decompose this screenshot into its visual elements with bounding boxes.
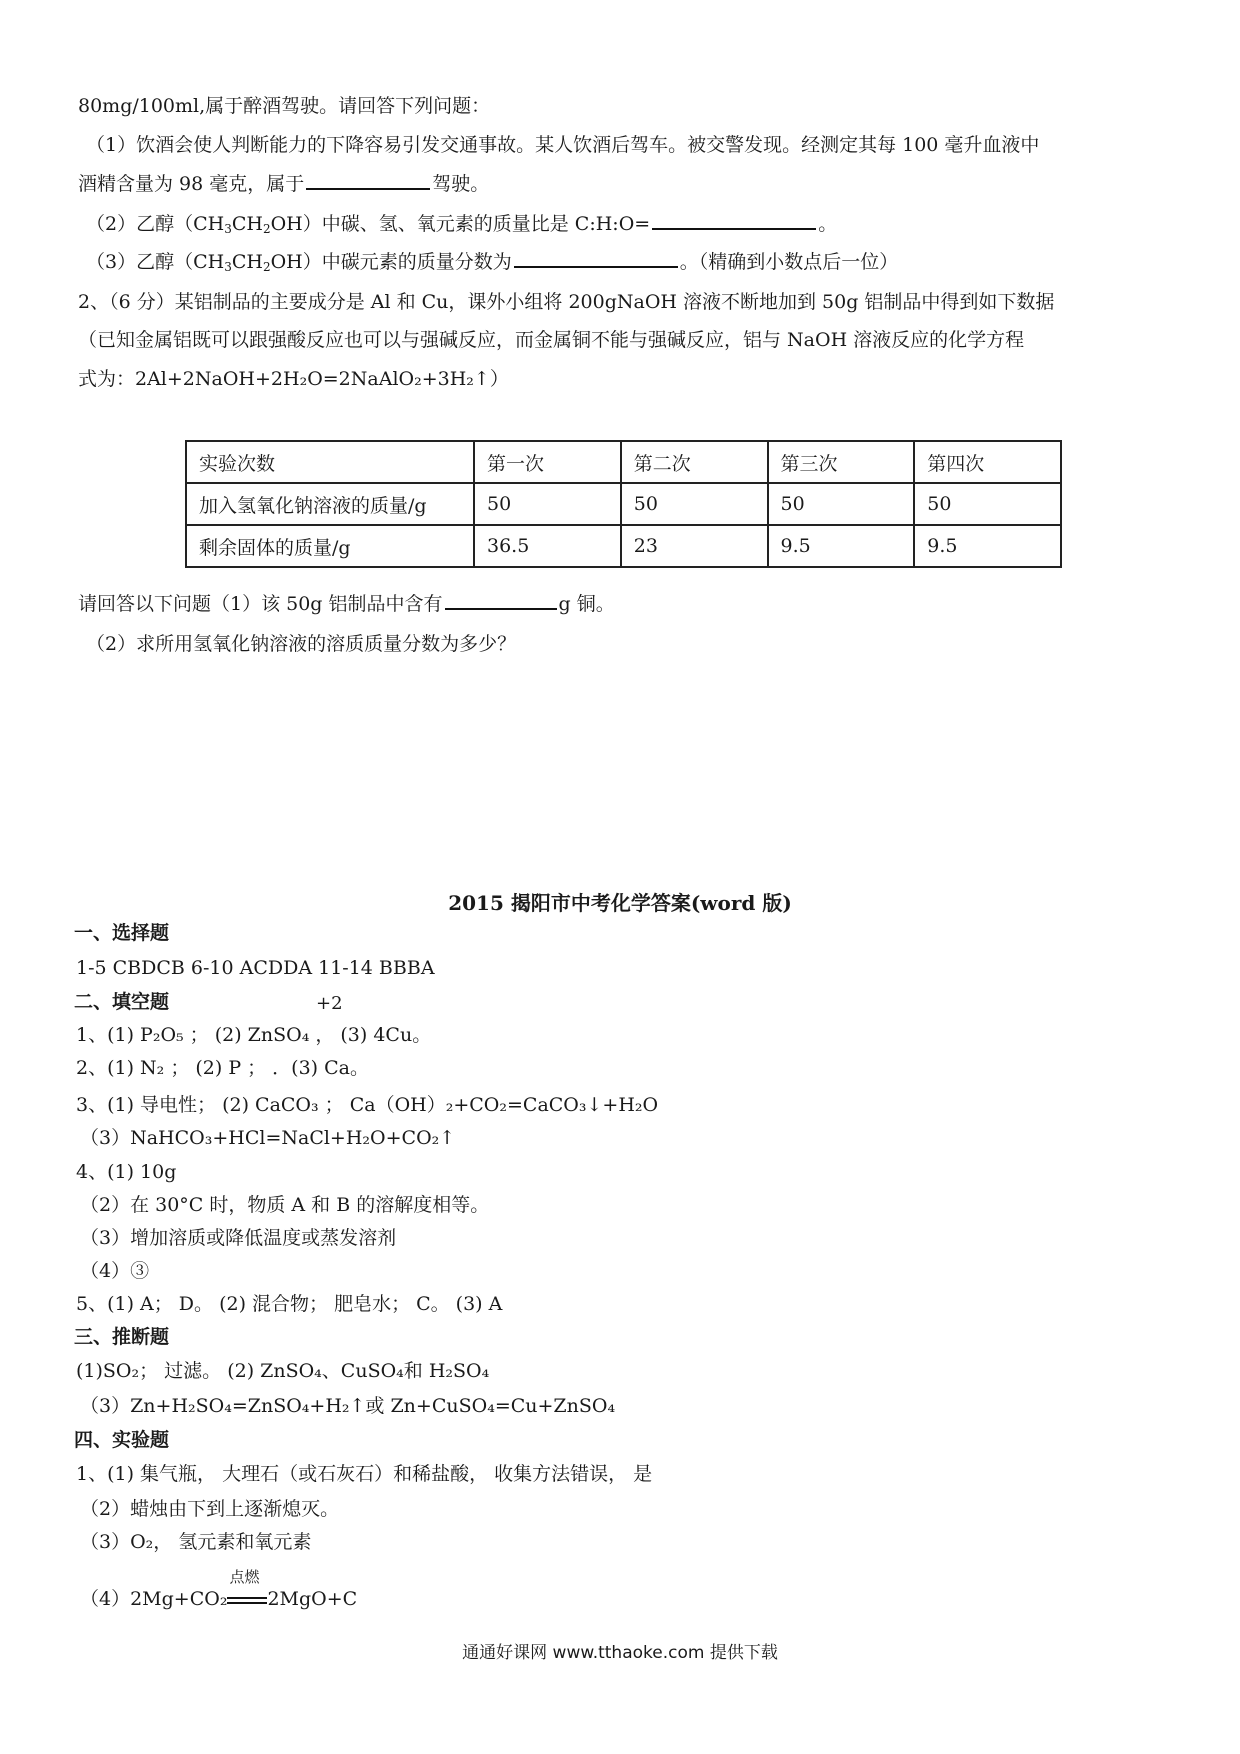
table-cell: 50	[914, 483, 1061, 525]
section-choice: 一、选择题	[74, 922, 170, 944]
fill-answer-4b: （2）在 30°C 时，物质 A 和 B 的溶解度相等。	[80, 1194, 490, 1216]
section-experiment: 四、实验题	[74, 1429, 170, 1451]
fill-answer-3b: （3）NaHCO₃+HCl=NaCl+H₂O+CO₂↑	[80, 1127, 456, 1149]
experiment-table	[185, 440, 1062, 568]
fill-answer-4c: （3）增加溶质或降低温度或蒸发溶剂	[80, 1227, 397, 1249]
equals-sign	[227, 1597, 267, 1604]
q2-line3: 式为：2Al+2NaOH+2H₂O=2NaAlO₂+3H₂↑）	[78, 368, 509, 390]
q1-part2-tail: 。	[818, 213, 838, 235]
experiment-answer-2: （2）蜡烛由下到上逐渐熄灭。	[80, 1498, 340, 1520]
condition-label: 点燃	[229, 1568, 260, 1586]
table-header-cell: 第二次	[621, 441, 768, 483]
footer-source: 通通好课网 www.tthaoke.com 提供下载	[462, 1643, 778, 1663]
q1-part2-formula: CH	[231, 213, 263, 235]
answer-blank	[514, 266, 678, 268]
q2-ask1-tail: g 铜。	[558, 593, 615, 615]
answer-blank	[306, 188, 430, 190]
table-row	[186, 525, 1061, 567]
q2-ask1	[78, 592, 615, 616]
inference-answer-1: (1)SO₂； 过滤。 (2) ZnSO₄、CuSO₄和 H₂SO₄	[76, 1360, 490, 1382]
fill-answer-5: 5、(1) A； D。 (2) 混合物； 肥皂水； C。 (3) A	[76, 1293, 503, 1315]
valence-label: +2	[316, 993, 343, 1014]
table-cell: 50	[621, 483, 768, 525]
experiment-answer-4	[80, 1568, 358, 1611]
q2-line2: （已知金属铝既可以跟强酸反应也可以与强碱反应，而金属铜不能与强碱反应，铝与 NaOH 溶液反应的化学方程	[78, 329, 1025, 351]
q1-part3-question: OH）中碳元素的质量分数为	[270, 251, 512, 273]
q1-part1-tail: 驾驶。	[432, 173, 490, 195]
table-header-cell: 第四次	[914, 441, 1061, 483]
table-cell: 23	[621, 525, 768, 567]
table-header-cell: 实验次数	[186, 441, 474, 483]
equation-reactants: （4）2Mg+CO₂	[80, 1588, 228, 1610]
table-header-cell: 第一次	[474, 441, 621, 483]
table-row	[186, 483, 1061, 525]
table-cell: 9.5	[768, 525, 915, 567]
table-cell: 加入氢氧化钠溶液的质量/g	[186, 483, 474, 525]
fill-answer-4: 4、(1) 10g	[76, 1161, 177, 1183]
table-header-row	[186, 441, 1061, 483]
answers-title: 2015 揭阳市中考化学答案(word 版)	[448, 891, 792, 915]
table-cell: 36.5	[474, 525, 621, 567]
q1-part3-tail: 。（精确到小数点后一位）	[679, 251, 899, 273]
section-fill: 二、填空题	[74, 991, 170, 1013]
inference-answer-2: （3）Zn+H₂SO₄=ZnSO₄+H₂↑或 Zn+CuSO₄=Cu+ZnSO₄	[80, 1395, 616, 1417]
q1-part3-text: （3）乙醇（CH	[86, 251, 225, 273]
q1-part2: （2）乙醇$(CH_3CH_2OH)$中碳、氢、氧元素的质量比是 C:H:O= 。	[86, 213, 838, 236]
q2-ask1-text: 请回答以下问题（1）该 50g 铝制品中含有	[78, 593, 443, 615]
q1-part1-line2	[78, 172, 489, 196]
table-cell: 9.5	[914, 525, 1061, 567]
fill-answer-2: 2、(1) N₂ ； (2) P ； ．(3) Ca。	[76, 1057, 369, 1079]
section-inference: 三、推断题	[74, 1326, 170, 1348]
table-cell: 50	[474, 483, 621, 525]
q1-part1-text: 酒精含量为 98 毫克，属于	[78, 173, 305, 195]
table-cell: 50	[768, 483, 915, 525]
equation-products: 2MgO+C	[267, 1588, 358, 1610]
experiment-answer-1: 1、(1) 集气瓶， 大理石（或石灰石）和稀盐酸， 收集方法错误， 是	[76, 1463, 653, 1485]
q1-part2-text: （2）乙醇（CH	[86, 213, 225, 235]
q1-part3-formula: CH	[231, 251, 263, 273]
q2-ask2: （2）求所用氢氧化钠溶液的溶质质量分数为多少？	[86, 633, 517, 655]
q1-intro: 80mg/100ml,属于醉酒驾驶。请回答下列问题：	[78, 95, 491, 117]
q1-part2-question: OH）中碳、氢、氧元素的质量比是 C:H:O=	[270, 213, 651, 235]
q2-line1: 2、（6 分）某铝制品的主要成分是 Al 和 Cu，课外小组将 200gNaOH 溶液不断地加到 50g 铝制品中得到如下数据	[78, 291, 1055, 313]
experiment-answer-3: （3）O₂， 氢元素和氧元素	[80, 1531, 312, 1553]
fill-answer-4d: （4）③	[80, 1260, 150, 1282]
table-cell: 剩余固体的质量/g	[186, 525, 474, 567]
answer-blank	[652, 228, 816, 230]
fill-answer-3: 3、(1) 导电性； (2) CaCO₃ ； Ca（OH）₂+CO₂=CaCO₃↓+H₂O	[76, 1094, 659, 1116]
fill-answer-1: 1、(1) P₂O₅ ； (2) ZnSO₄ ， (3) 4Cu。	[76, 1024, 432, 1046]
q1-part1-line1: （1）饮酒会使人判断能力的下降容易引发交通事故。某人饮酒后驾车。被交警发现。经测定其每 100 毫升血液中	[86, 134, 1040, 156]
q1-part3: （3）乙醇$(CH_3CH_2OH)$中碳元素的质量分数为 。（精确到小数点后一位）	[86, 251, 899, 274]
choice-answers: 1-5 CBDCB 6-10 ACDDA 11-14 BBBA	[76, 957, 435, 979]
reaction-condition	[227, 1568, 267, 1611]
answer-blank	[445, 608, 557, 610]
table-header-cell: 第三次	[768, 441, 915, 483]
